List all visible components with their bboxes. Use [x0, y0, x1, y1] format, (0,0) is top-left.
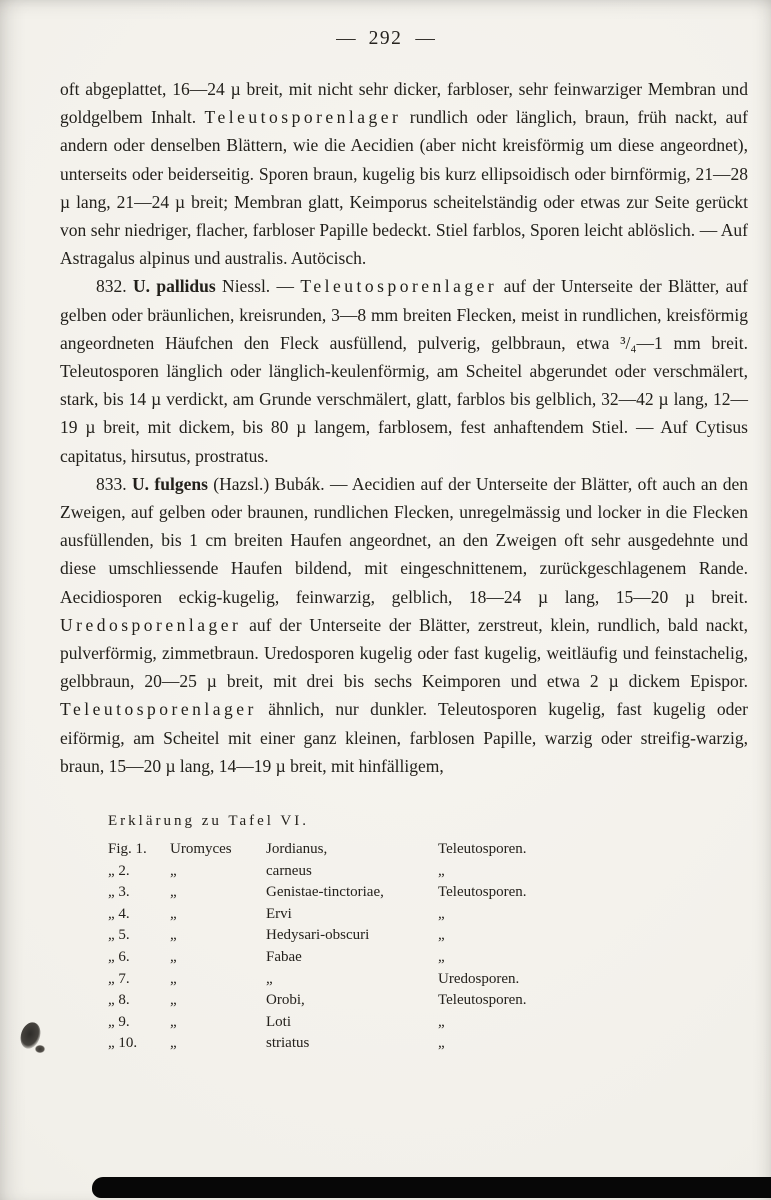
text-run: oft abgeplattet, 16—24 µ breit, mit nicht sehr dicker, farbloser, sehr feinwarziger Membran und goldgelbem Inhalt.	[60, 79, 748, 128]
legend-row	[108, 904, 751, 926]
legend-row	[108, 969, 751, 991]
spore-type: Teleutosporen.	[438, 992, 527, 1009]
figure-label: „ 8.	[108, 992, 130, 1009]
figure-label: „ 2.	[108, 862, 130, 879]
text-run-spaced: Teleutosporenlager	[204, 107, 402, 128]
paragraph-species-833	[60, 470, 748, 780]
body-text	[60, 75, 748, 780]
genus-name: „	[170, 905, 177, 922]
spore-type: Uredosporen.	[438, 970, 520, 987]
spore-type: „	[438, 862, 445, 879]
paragraph-continuation	[60, 75, 748, 272]
spore-type: „	[438, 1035, 445, 1052]
legend-row	[108, 861, 751, 883]
text-run: (Hazsl.) Bubák. — Aecidien auf der Unterseite der Blätter, oft auch an den Zweigen, auf gelben oder braunen, rundlichen Flecken, unregelmässig und locker in die Flecken ausfüllenden, bis 1 cm breiten Haufen angeordnet, an den Zweigen oft sehr ausgedehnte und diese umschliessende Haufen bildend, mit eingeschnittenem, zurückgeschlagenem Rande. Aecidiosporen eckig-kugelig, feinwarzig, gelblich, 18—24 µ lang, 15—20 µ breit.	[60, 473, 749, 607]
genus-name: „	[170, 1013, 177, 1030]
text-run: rundlich oder länglich, braun, früh nackt, auf andern oder denselben Blättern, wie die Aecidien (aber nicht kreisförmig um diese angeordnet), unterseits oder beiderseitig. Sporen braun, kugelig bis kurz ellipsoidisch oder birnförmig, 21—28 µ lang, 21—24 µ breit; Membran glatt, Keimporus scheitelständig oder etwas zur Seite gerückt von sehr niedriger, flacher, farbloser Papille bedeckt. Stiel farblos, Sporen leicht ablöslich. — Auf Astragalus alpinus und australis. Autöcisch.	[60, 107, 748, 269]
figure-label: Fig. 1.	[108, 841, 147, 858]
species-name: Ervi	[266, 905, 292, 922]
legend-title: Erklärung zu Tafel VI.	[108, 813, 310, 830]
legend-rows	[108, 839, 751, 1055]
genus-name: Uromyces	[170, 841, 232, 858]
header-dash-right: —	[415, 28, 435, 49]
entry-number: 832.	[96, 276, 133, 297]
spore-type: Teleutosporen.	[438, 884, 527, 901]
species-name-bold: U. fulgens	[132, 473, 208, 494]
text-run: auf der Unterseite der Blätter, zerstreut, klein, rundlich, bald nackt, pulverförmig, zimmetbraun. Uredosporen kugelig oder fast kugelig, weitläufig und feinstachelig, gelbbraun, 20—25 µ breit, mit drei bis sechs Keimporen und etwa 2 µ dickem Epispor.	[60, 614, 748, 692]
figure-label: „ 9.	[108, 1013, 130, 1030]
text-run: auf der Unterseite der Blätter, auf gelben oder bräunlichen, kreisrunden, 3—8 mm breiten Flecken, meist in rundlichen, kreisförmig angeordneten Häufchen den Fleck ausfüllend, pulverig, gelbbraun, etwa ³/₄—1 mm breit. Teleutosporen länglich oder länglich-keulenförmig, am Scheitel abgerundet oder verschmälert, stark, bis 14 µ verdickt, am Grunde verschmälert, glatt, farblos bis gelblich, 32—42 µ lang, 12—19 µ breit, mit dickem, bis 80 µ langem, farblosem, fest anhaftendem Stiel. — Auf Cytisus capitatus, hirsutus, prostratus.	[60, 276, 749, 466]
genus-name: „	[170, 949, 177, 966]
species-name: Jordianus,	[266, 841, 328, 858]
genus-name: „	[170, 862, 177, 879]
figure-label: „ 5.	[108, 927, 130, 944]
species-name: Fabae	[266, 949, 302, 966]
genus-name: „	[170, 970, 177, 987]
species-name: Loti	[266, 1013, 291, 1030]
legend-row	[108, 947, 751, 969]
species-name: striatus	[266, 1035, 310, 1052]
genus-name: „	[170, 1035, 177, 1052]
species-name: Genistae-tinctoriae,	[266, 884, 384, 901]
spore-type: „	[438, 949, 445, 966]
species-name: „	[266, 970, 273, 987]
genus-name: „	[170, 927, 177, 944]
legend-row	[108, 925, 751, 947]
genus-name: „	[170, 992, 177, 1009]
text-run-spaced: Teleutosporenlager	[300, 276, 498, 297]
legend-row	[108, 990, 751, 1012]
spore-type: „	[438, 1013, 445, 1030]
figure-label: „ 7.	[108, 970, 130, 987]
genus-name: „	[170, 884, 177, 901]
figure-label: „ 6.	[108, 949, 130, 966]
figure-label: „ 3.	[108, 884, 130, 901]
spore-type: Teleutosporen.	[438, 841, 527, 858]
legend-row	[108, 882, 751, 904]
legend-row	[108, 1033, 751, 1055]
species-name: carneus	[266, 862, 312, 879]
figure-label: „ 10.	[108, 1035, 138, 1052]
page-header	[0, 0, 771, 50]
legend-row	[108, 1012, 751, 1034]
figure-label: „ 4.	[108, 905, 130, 922]
species-name-bold: U. pallidus	[132, 276, 216, 297]
species-name: Orobi,	[266, 992, 305, 1009]
text-run: Niessl. —	[215, 276, 301, 297]
spore-type: „	[438, 905, 445, 922]
text-run-spaced: Uredosporenlager	[60, 614, 242, 635]
species-name: Hedysari-obscuri	[266, 927, 370, 944]
text-run: ähnlich, nur dunkler. Teleutosporen kugelig, fast kugelig oder eiförmig, am Scheitel mit einer ganz kleinen, farblosen Papille, warzig oder streifig-warzig, braun, 15—20 µ lang, 14—19 µ breit, mit hinfälligem,	[60, 699, 748, 776]
legend-row	[108, 839, 751, 861]
scan-artifact-bar	[92, 1177, 771, 1198]
ink-dot	[35, 1045, 45, 1053]
spore-type: „	[438, 927, 445, 944]
page-number: 292	[368, 28, 403, 49]
paragraph-species-832	[60, 272, 748, 469]
header-dash-left: —	[336, 28, 356, 49]
plate-legend	[108, 810, 751, 1055]
entry-number: 833.	[96, 473, 133, 494]
text-run-spaced: Teleutosporenlager	[60, 699, 257, 720]
